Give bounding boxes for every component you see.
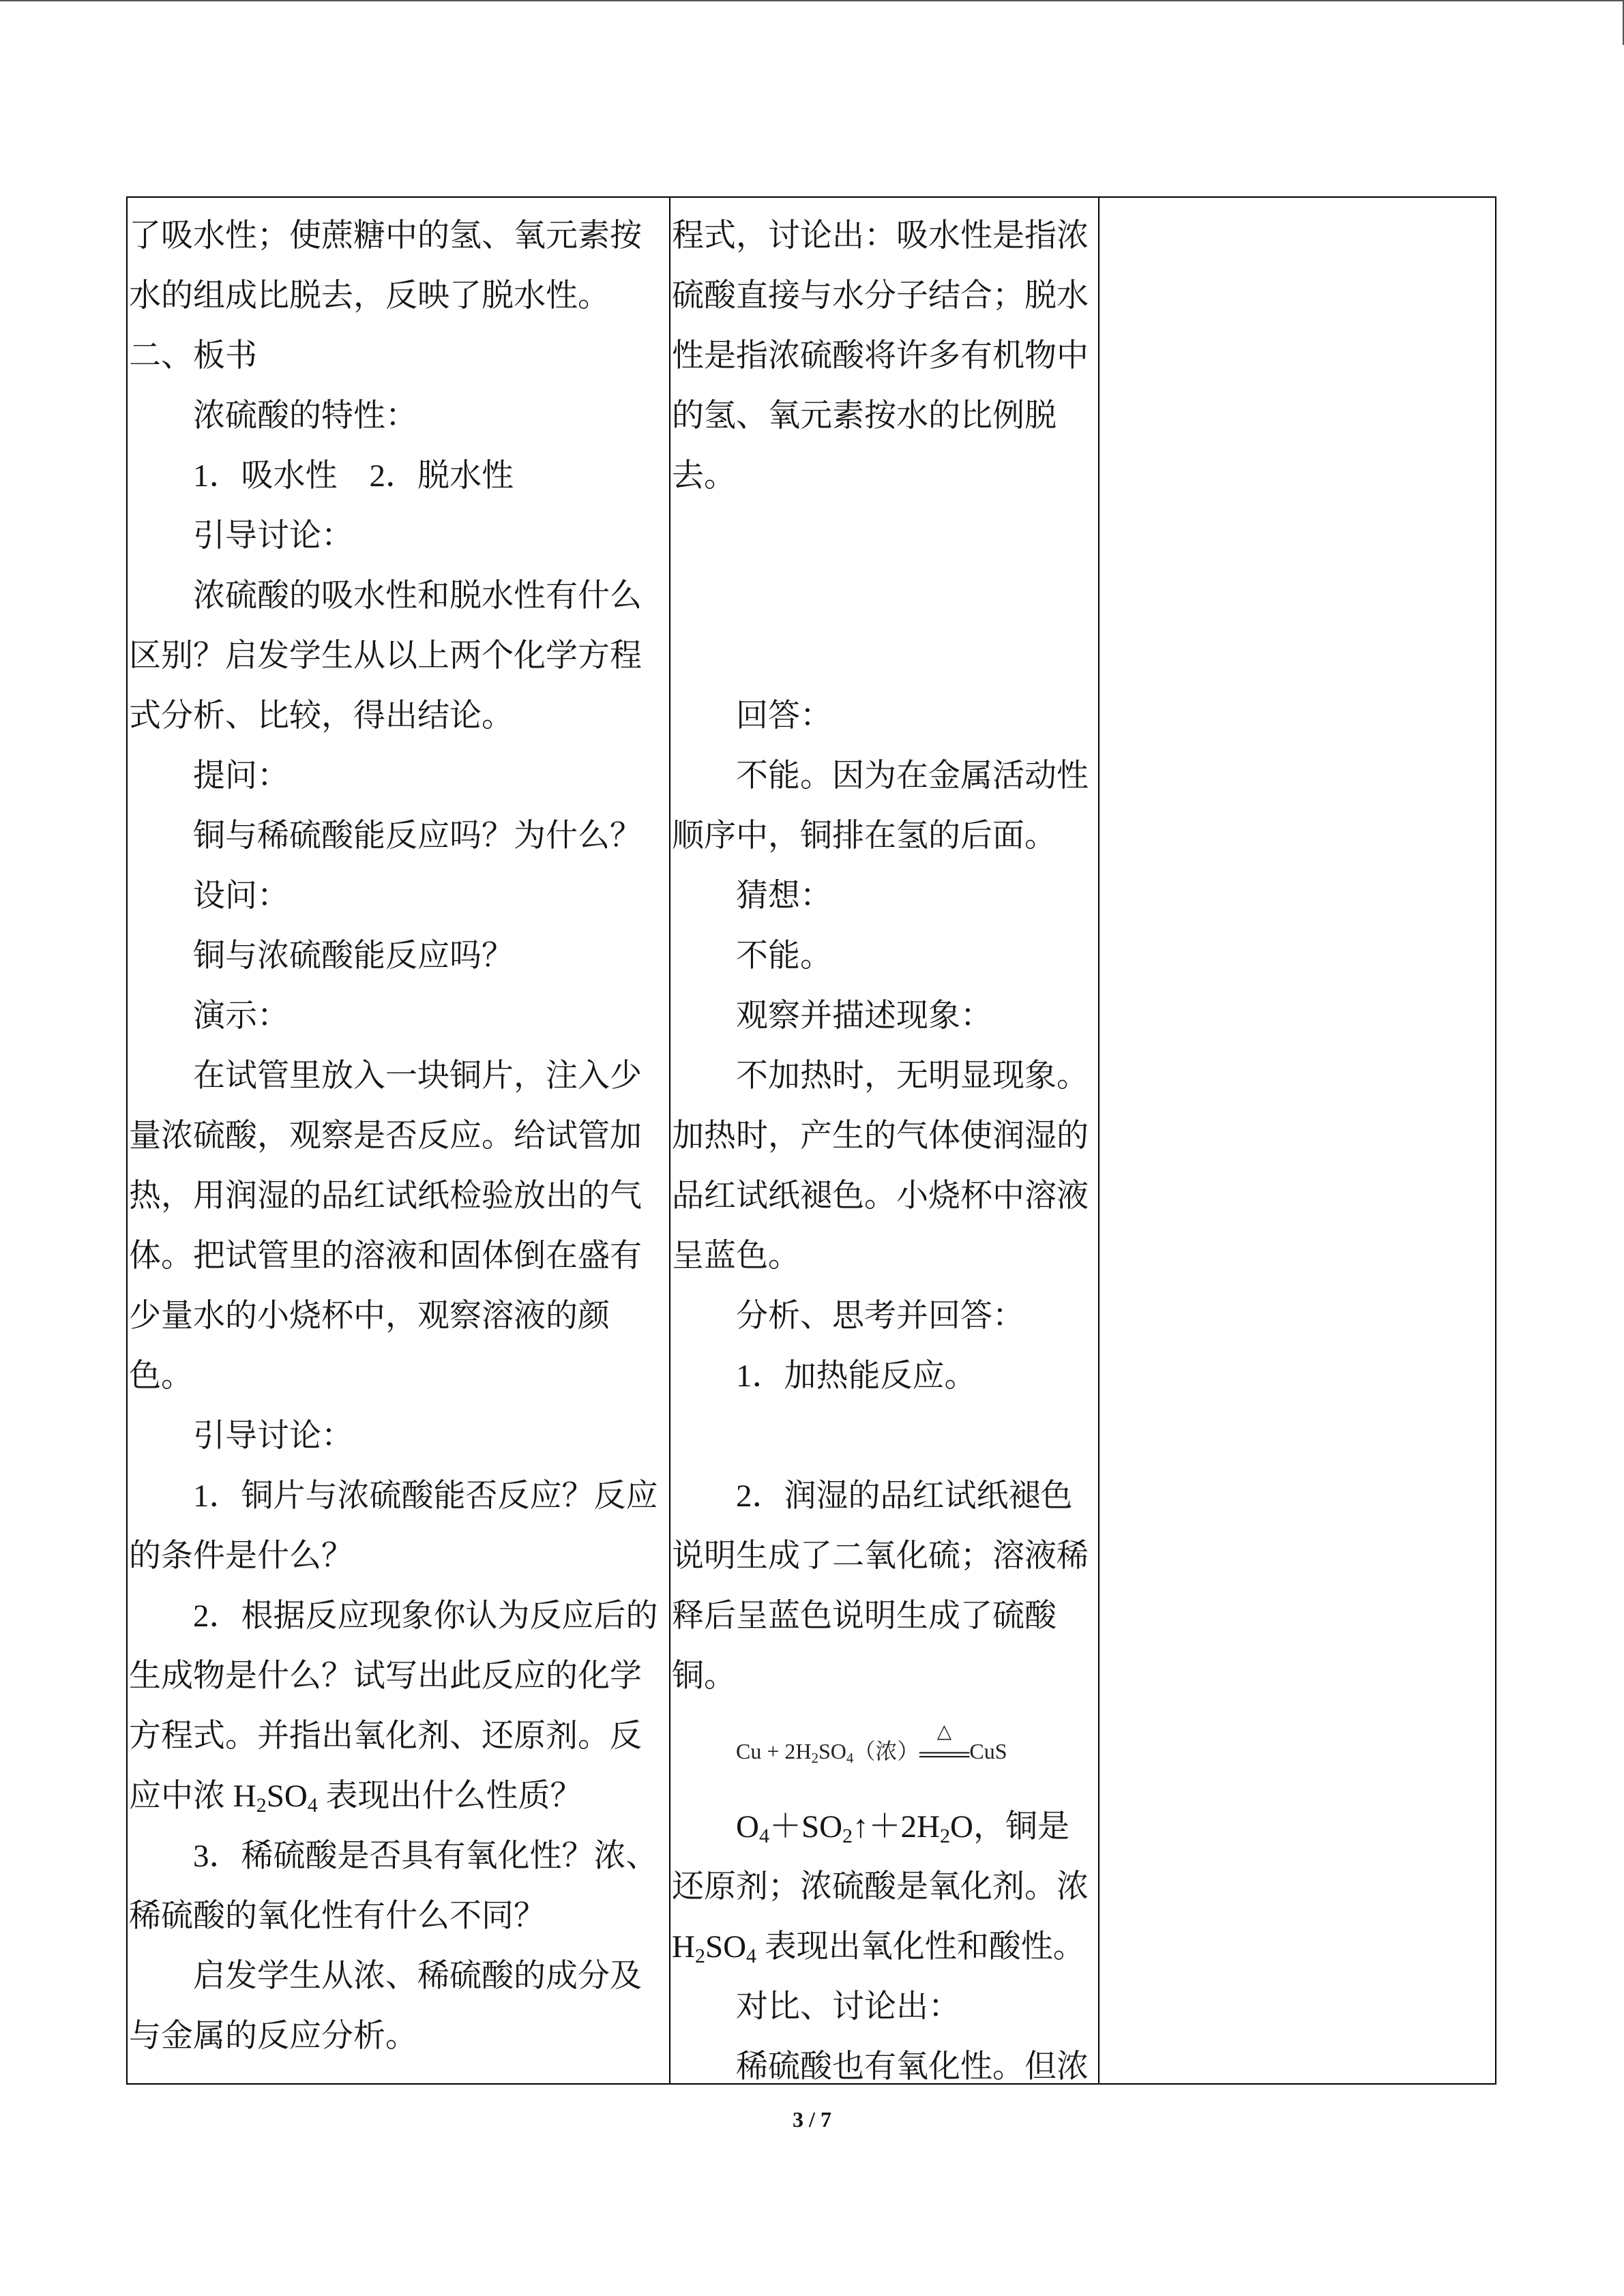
text-line: 铜与浓硫酸能反应吗？ [193, 938, 514, 974]
section-heading: 二、板书 [129, 338, 257, 374]
text-line: 对比、讨论出： [736, 1989, 960, 2025]
text-line: 硫酸直接与水分子结合；脱水 [672, 278, 1089, 314]
text-line: 还原剂；浓硫酸是氧化剂。浓 [672, 1869, 1089, 1905]
blank-line [672, 1406, 1098, 1466]
text-line: 的氢、氧元素按水的比例脱 [672, 398, 1057, 434]
text-line: 呈蓝色。 [672, 1238, 800, 1274]
text-line: 色。 [129, 1358, 193, 1394]
text-line: 分析、思考并回答： [736, 1298, 1024, 1334]
text-line: 程式，讨论出：吸水性是指浓 [672, 218, 1089, 254]
text-line: 区别？启发学生从以上两个化学方程 [129, 638, 642, 674]
text-line: 与金属的反应分析。 [129, 2018, 417, 2054]
text-line: 观察并描述现象： [736, 998, 992, 1034]
student-activity-column [670, 198, 1099, 2083]
text-line: 了吸水性；使蔗糖中的氢、氧元素按 [129, 218, 642, 254]
notes-column [1099, 198, 1495, 2083]
text-line: 去。 [672, 458, 736, 494]
subscript: 4 [746, 1945, 757, 1967]
text-line: 2．润湿的品红试纸褪色 [736, 1478, 1073, 1514]
text-line: 方程式。并指出氧化剂、还原剂。反 [129, 1718, 642, 1754]
text-line: 顺序中，铜排在氢的后面。 [672, 818, 1057, 854]
subscript: 2 [256, 1794, 267, 1817]
text-line: 设问： [193, 878, 289, 914]
text-line: 品红试纸褪色。小烧杯中溶液 [672, 1178, 1089, 1214]
text-line: 不加热时，无明显现象。 [736, 1058, 1089, 1094]
heat-triangle-symbol: △ [936, 1720, 952, 1742]
subscript: 2 [811, 1750, 818, 1766]
text-line: 回答： [736, 698, 832, 734]
text-line: 1．铜片与浓硫酸能否反应？反应 [193, 1478, 658, 1514]
text-line [672, 1797, 1098, 1857]
text-line: 加热时，产生的气体使润湿的 [672, 1118, 1089, 1154]
subscript: 2 [842, 1825, 853, 1847]
text-line: 释后呈蓝色说明生成了硫酸 [672, 1598, 1057, 1634]
text-line: 铜与稀硫酸能反应吗？为什么？ [193, 818, 642, 854]
subscript: 4 [758, 1825, 769, 1847]
text-segment: 表现出氧化性和酸性。 [756, 1929, 1085, 1965]
text-segment: SO [266, 1778, 308, 1814]
page-number: 3 / 7 [793, 2107, 831, 2132]
blank-line [672, 566, 1098, 626]
text-line: 在试管里放入一块铜片，注入少 [193, 1058, 642, 1094]
text-line: 1．加热能反应。 [736, 1358, 977, 1394]
text-line: 少量水的小烧杯中，观察溶液的颜 [129, 1298, 610, 1334]
text-line: 生成物是什么？试写出此反应的化学 [129, 1658, 642, 1694]
blank-line [672, 506, 1098, 566]
text-line: 铜。 [672, 1658, 736, 1694]
lesson-plan-table [126, 196, 1496, 2085]
text-line [129, 1766, 669, 1826]
text-line: 式分析、比较，得出结论。 [129, 698, 514, 734]
subscript: 4 [307, 1794, 318, 1817]
text-line: 量浓硫酸，观察是否反应。给试管加 [129, 1118, 642, 1154]
text-line: 说明生成了二氧化硫；溶液稀 [672, 1538, 1089, 1574]
text-line: 不能。因为在金属活动性 [736, 758, 1089, 794]
text-segment: O [736, 1809, 759, 1845]
text-line: 演示： [193, 998, 289, 1034]
text-segment: 应中浓 H [129, 1778, 256, 1814]
text-line: 热，用润湿的品红试纸检验放出的气 [129, 1178, 642, 1214]
equation-segment: （浓） [853, 1739, 919, 1763]
equation-segment: Cu + 2H [736, 1739, 812, 1763]
text-line: 性是指浓硫酸将许多有机物中 [672, 338, 1089, 374]
text-segment: H [672, 1929, 695, 1965]
page-edge-top [0, 0, 1624, 1]
text-line: 引导讨论： [193, 518, 353, 554]
text-line: 体。把试管里的溶液和固体倒在盛有 [129, 1238, 642, 1274]
text-line: 稀硫酸也有氧化性。但浓 [736, 2049, 1089, 2085]
text-segment: SO [705, 1929, 747, 1965]
text-segment: O，铜是 [950, 1809, 1069, 1845]
subscript: 2 [940, 1825, 950, 1847]
text-line: 1．吸水性 2．脱水性 [193, 458, 514, 494]
text-segment: ＋SO [769, 1809, 843, 1845]
text-line: 2．根据反应现象你认为反应后的 [193, 1598, 658, 1634]
chemical-equation [672, 1706, 1098, 1797]
text-line: 提问： [193, 758, 289, 794]
text-line: 浓硫酸的特性： [193, 398, 417, 434]
text-line: 的条件是什么？ [129, 1538, 353, 1574]
equation-segment: CuS [969, 1739, 1007, 1763]
text-line: 启发学生从浓、稀硫酸的成分及 [193, 1958, 642, 1994]
equation-segment: SO [818, 1739, 846, 1763]
text-line: 猜想： [736, 878, 832, 914]
subscript: 2 [694, 1945, 705, 1967]
blank-line [672, 626, 1098, 686]
text-line: 稀硫酸的氧化性有什么不同？ [129, 1898, 546, 1934]
text-line: 不能。 [736, 938, 832, 974]
text-line [672, 1917, 1098, 1977]
teacher-activity-column [128, 198, 670, 2083]
double-line-equals: ═ [919, 1741, 969, 1766]
text-segment: 表现出什么性质？ [317, 1778, 582, 1814]
heating-equals-sign [919, 1720, 969, 1766]
text-line: 水的组成比脱去，反映了脱水性。 [129, 278, 610, 314]
text-line: 浓硫酸的吸水性和脱水性有什么 [193, 578, 642, 614]
subscript: 4 [846, 1750, 854, 1766]
text-line: 3．稀硫酸是否具有氧化性？浓、 [193, 1838, 658, 1874]
text-line: 引导讨论： [193, 1418, 353, 1454]
text-segment: ↑＋2H [853, 1809, 940, 1845]
